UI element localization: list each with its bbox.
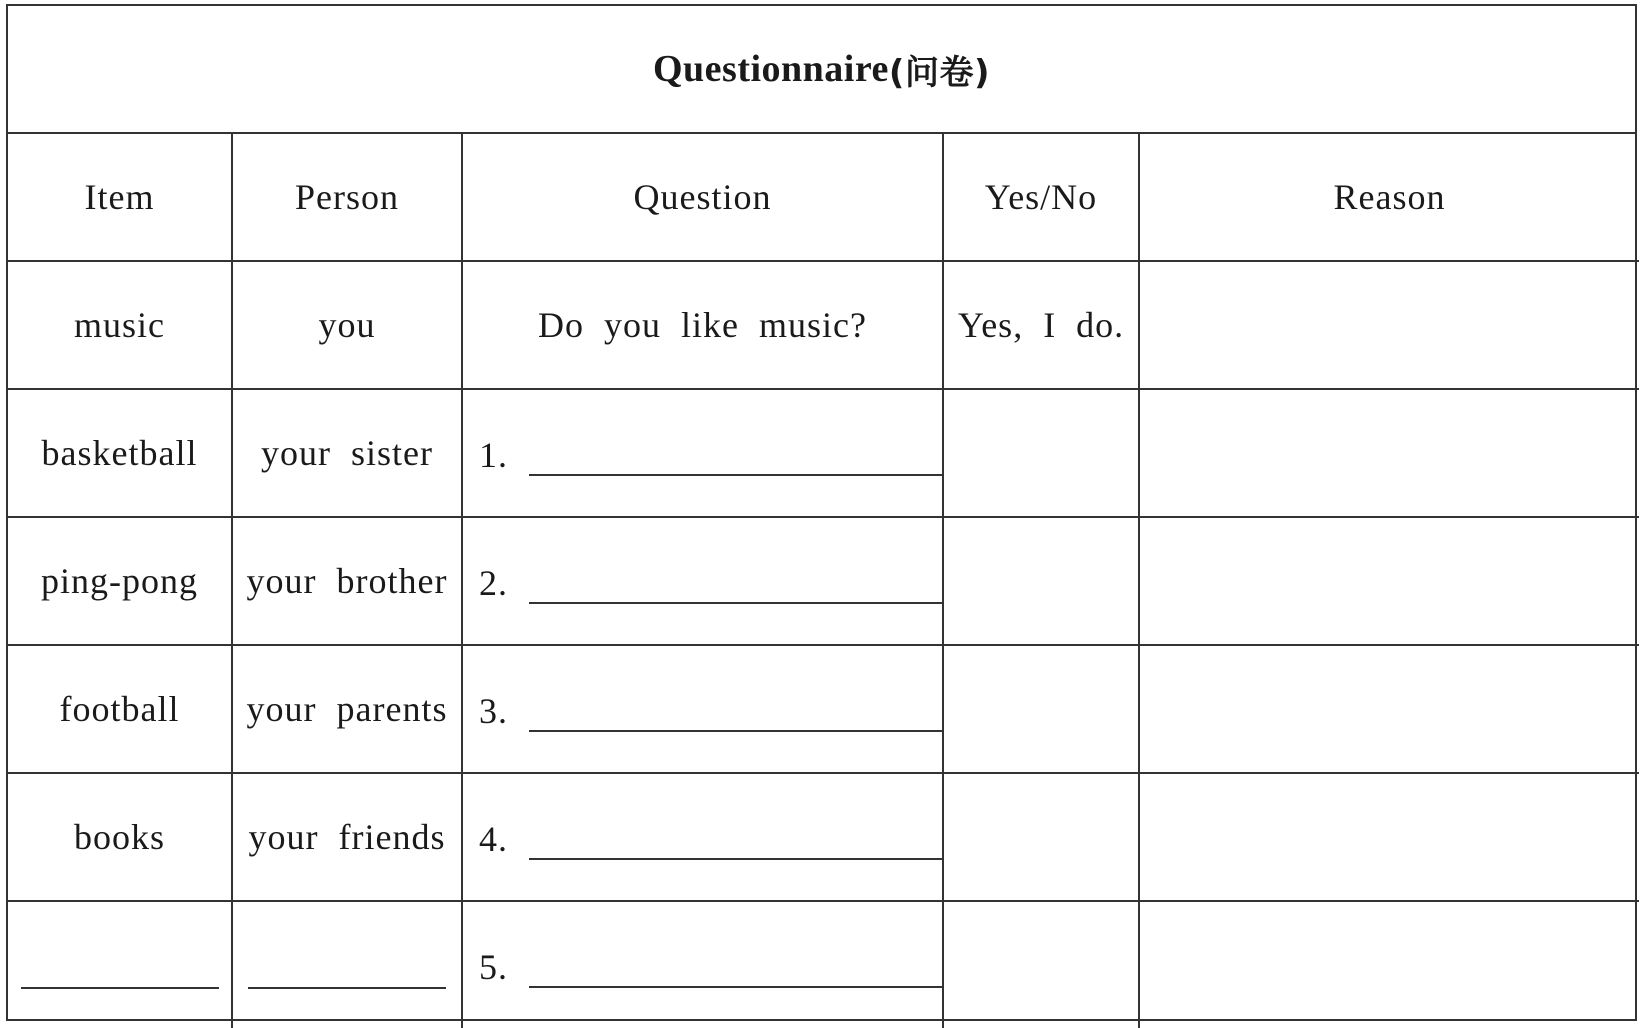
question-cell [462, 901, 943, 1028]
question-number: 1. [479, 434, 508, 475]
header-question: Question [462, 134, 943, 261]
answer-cell[interactable] [943, 389, 1139, 517]
person-cell: you [232, 261, 462, 389]
person-cell [232, 901, 462, 1028]
question-cell: Do you like music? [462, 261, 943, 389]
answer-cell[interactable] [943, 517, 1139, 645]
question-cell [462, 645, 943, 773]
reason-cell[interactable] [1139, 389, 1639, 517]
question-blank[interactable] [529, 562, 944, 604]
questionnaire-sheet [6, 4, 1637, 1021]
question-cell [462, 517, 943, 645]
question-blank[interactable] [529, 818, 944, 860]
reason-cell[interactable] [1139, 773, 1639, 901]
header-yes-no: Yes/No [943, 134, 1139, 261]
title-chinese: (问卷) [888, 52, 990, 93]
question-number: 5. [479, 946, 508, 987]
question-number: 2. [479, 562, 508, 603]
question-cell [462, 773, 943, 901]
reason-cell[interactable] [1139, 901, 1639, 1028]
reason-cell [1139, 261, 1639, 389]
person-cell: your sister [232, 389, 462, 517]
item-cell: music [8, 261, 232, 389]
answer-cell[interactable] [943, 773, 1139, 901]
question-number: 4. [479, 818, 508, 859]
reason-cell[interactable] [1139, 645, 1639, 773]
question-cell [462, 389, 943, 517]
title-row [8, 6, 1635, 134]
header-item: Item [8, 134, 232, 261]
item-blank[interactable] [21, 943, 219, 989]
item-cell: ping-pong [8, 517, 232, 645]
table-row [8, 517, 1639, 645]
table-row [8, 389, 1639, 517]
question-blank[interactable] [529, 434, 944, 476]
questionnaire-table [8, 134, 1639, 1028]
reason-cell[interactable] [1139, 517, 1639, 645]
question-blank[interactable] [529, 946, 944, 988]
item-cell [8, 901, 232, 1028]
table-row [8, 773, 1639, 901]
question-blank[interactable] [529, 690, 944, 732]
header-person: Person [232, 134, 462, 261]
answer-cell[interactable] [943, 901, 1139, 1028]
person-cell: your parents [232, 645, 462, 773]
table-row [8, 645, 1639, 773]
person-cell: your friends [232, 773, 462, 901]
item-cell: books [8, 773, 232, 901]
answer-cell[interactable] [943, 645, 1139, 773]
title-text: Questionnaire [652, 48, 889, 90]
example-row [8, 261, 1639, 389]
question-number: 3. [479, 690, 508, 731]
item-cell: football [8, 645, 232, 773]
answer-cell: Yes, I do. [943, 261, 1139, 389]
header-row [8, 134, 1639, 261]
person-cell: your brother [232, 517, 462, 645]
item-cell: basketball [8, 389, 232, 517]
header-reason: Reason [1139, 134, 1639, 261]
table-row [8, 901, 1639, 1028]
person-blank[interactable] [248, 943, 446, 989]
